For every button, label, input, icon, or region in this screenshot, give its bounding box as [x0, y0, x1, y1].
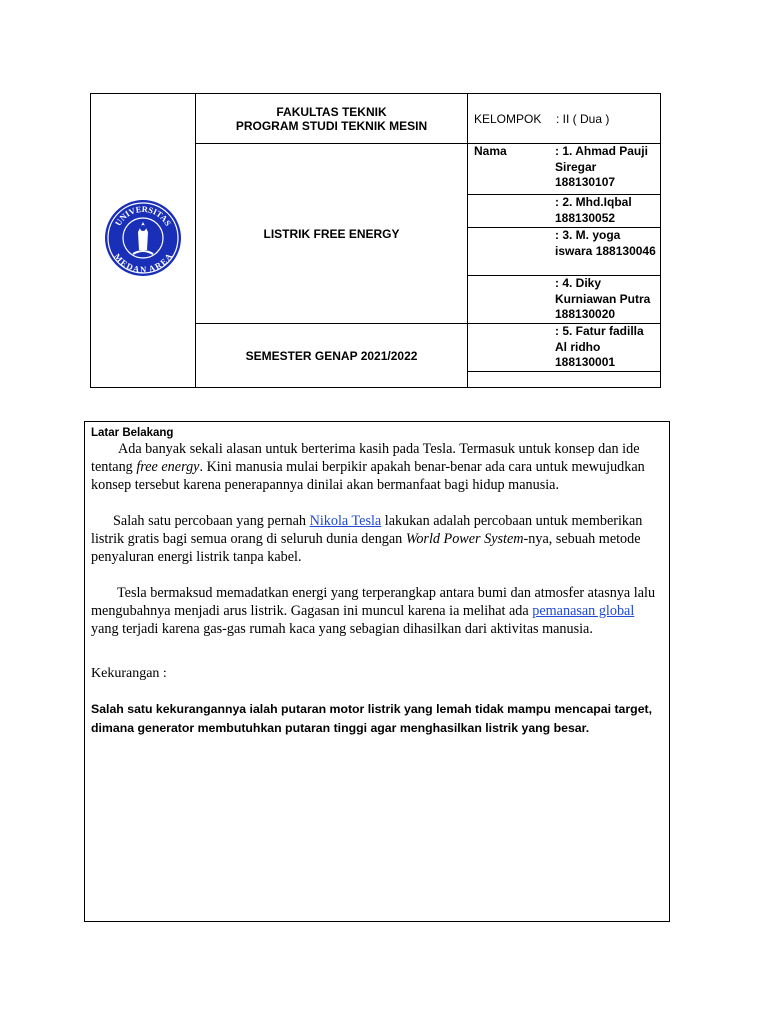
- member-4: : 4. Diky Kurniawan Putra 188130020: [555, 276, 651, 321]
- faculty-name: FAKULTAS TEKNIK: [276, 104, 387, 119]
- member-row-5: [468, 324, 661, 372]
- kekurangan-text: Salah satu kekurangannya ialah putaran motor listrik yang lemah tidak mampu mencapai target, dimana generator membutuhkan putaran tinggi agar menghasilkan listrik yang besar.: [91, 702, 653, 735]
- kelompok-label: KELOMPOK: [474, 111, 542, 126]
- p2-text-a: Salah satu percobaan yang pernah: [113, 513, 310, 529]
- member-row-2: [468, 195, 661, 228]
- member-row-4: [468, 276, 661, 324]
- p1-italic: free energy: [136, 459, 200, 475]
- nikola-tesla-link[interactable]: Nikola Tesla: [309, 513, 382, 529]
- p2-text-c: -nya, sebuah metode penyaluran energi listrik tanpa kabel.: [91, 531, 641, 565]
- member-3: : 3. M. yoga iswara 188130046: [555, 228, 656, 258]
- semester-cell: [196, 324, 468, 388]
- paragraph-3: [91, 584, 663, 638]
- empty-cell: [468, 372, 661, 388]
- member-1: : 1. Ahmad Pauji Siregar 188130107: [555, 144, 648, 189]
- paragraph-2: [91, 512, 663, 566]
- kekurangan-label: Kekurangan :: [91, 666, 167, 681]
- logo-text-bottom: MEDAN AREA: [112, 251, 174, 275]
- section-title: Latar Belakang: [91, 427, 174, 439]
- p1-text-a: Ada banyak sekali alasan untuk berterima kasih pada Tesla. Termasuk untuk konsep dan ide tentang: [91, 441, 640, 475]
- document-title: LISTRIK FREE ENERGY: [263, 226, 400, 241]
- kelompok-cell: [468, 94, 661, 144]
- header-table: [90, 93, 661, 388]
- member-5: : 5. Fatur fadilla Al ridho 188130001: [555, 324, 644, 369]
- member-row-3: [468, 228, 661, 276]
- p2-text-b: lakukan adalah percobaan untuk memberikan listrik gratis bagi semua orang di seluruh dunia dengan: [91, 513, 643, 547]
- member-row-1: [468, 144, 661, 195]
- p1-text-b: . Kini manusia mulai berpikir apakah benar-benar ada cara untuk mewujudkan konsep tersebut karena penerapannya dinilai akan bermanfaat bagi hidup manusia.: [91, 459, 645, 493]
- university-logo: [103, 198, 183, 278]
- pemanasan-global-link[interactable]: pemanasan global: [532, 603, 635, 619]
- faculty-cell: [196, 94, 468, 144]
- paragraph-1: [91, 440, 663, 494]
- kelompok-value: : II ( Dua ): [556, 111, 610, 126]
- member-2: : 2. Mhd.Iqbal 188130052: [555, 195, 632, 225]
- content-box: [84, 421, 670, 922]
- p3-text-b: yang terjadi karena gas-gas rumah kaca yang sebagian dihasilkan dari aktivitas manusia.: [91, 621, 593, 637]
- title-cell: [196, 144, 468, 324]
- nama-label: Nama: [474, 144, 507, 158]
- semester-label: SEMESTER GENAP 2021/2022: [245, 348, 418, 363]
- p3-text-a: Tesla bermaksud memadatkan energi yang terperangkap antara bumi dan atmosfer atasnya lalu mengubahnya menjadi arus listrik. Gagasan ini muncul karena ia melihat ada: [91, 585, 656, 619]
- program-name: PROGRAM STUDI TEKNIK MESIN: [235, 118, 428, 133]
- p2-italic: World Power System: [405, 531, 524, 547]
- logo-cell: [91, 94, 196, 388]
- logo-text-top: UNIVERSITAS: [112, 203, 174, 228]
